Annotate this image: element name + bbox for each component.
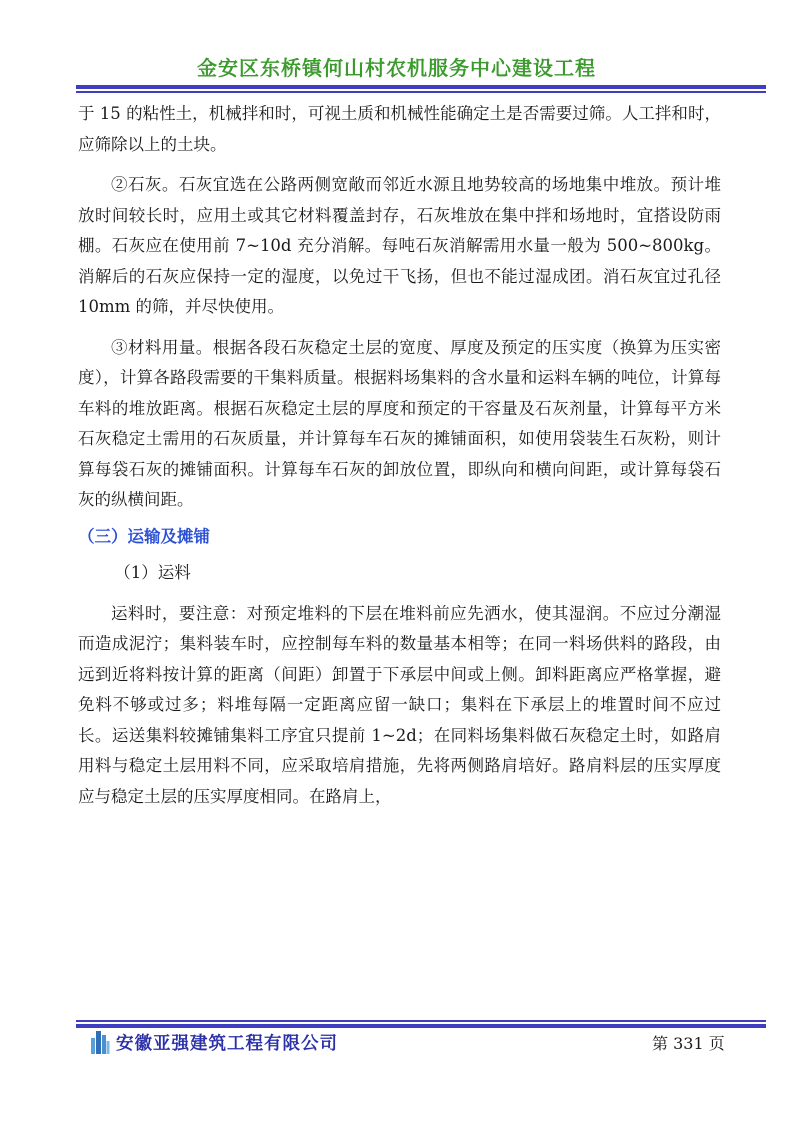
subsection-heading: （1）运料 (114, 563, 191, 582)
footer-company-name: 安徽亚强建筑工程有限公司 (116, 1034, 338, 1054)
footer-rule-thin (76, 1020, 766, 1022)
paragraph-transport: 运料时，要注意：对预定堆料的下层在堆料前应先洒水，使其湿润。不应过分潮湿而造成泥泞；集料装车时，应控制每车料的数量基本相等；在同一料场供料的路段，由远到近将料按计算的距离（间距）卸置于下承层中间或上侧。卸料距离应严格掌握，避免料不够或过多；料堆每隔一定距离应留一缺口；集料在下承层上的堆置时间不应过长。运送集料较摊铺集料工序宜只提前 1~2d；在同料场集料做石灰稳定土时，如路肩用料与稳定土层用料不同，应采取培肩措施，先将两侧路肩培好。路肩料层的压实厚度应与稳定土层的压实厚度相同。在路肩上， (78, 603, 721, 806)
footer-rule-thick (76, 1024, 766, 1028)
paragraph-lime: ②石灰。石灰宜选在公路两侧宽敞而邻近水源且地势较高的场地集中堆放。预计堆放时间较长时，应用土或其它材料覆盖封存，石灰堆放在集中拌和场地时，宜搭设防雨棚。石灰应在使用前 7~10d 充分消解。每吨石灰消解需用水量一般为 500~800kg。消解后的石灰应保持一定的湿度，以免过干飞扬，但也不能过湿成团。消石灰宜过孔径 10mm 的筛，并尽快使用。 (78, 175, 721, 316)
paragraph-continuation: 于 15 的粘性土，机械拌和时，可视土质和机械性能确定土是否需要过筛。人工拌和时，应筛除以上的土块。 (78, 104, 721, 154)
section-heading: （三）运输及摊铺 (78, 526, 210, 546)
page-header-title: 金安区东桥镇何山村农机服务中心建设工程 (197, 56, 596, 80)
header-rule-thick (76, 85, 766, 89)
header-rule-thin (76, 91, 766, 93)
paragraph-material-quantity: ③材料用量。根据各段石灰稳定土层的宽度、厚度及预定的压实度（换算为压实密度），计算各路段需要的干集料质量。根据料场集料的含水量和运料车辆的吨位，计算每车料的堆放距离。根据石灰稳定土层的厚度和预定的干容量及石灰剂量，计算每平方米石灰稳定土需用的石灰质量，并计算每车石灰的摊铺面积，如使用袋装生石灰粉，则计算每袋石灰的摊铺面积。计算每车石灰的卸放位置，即纵向和横向间距，或计算每袋石灰的纵横间距。 (78, 337, 721, 509)
company-logo-icon (90, 1028, 110, 1054)
document-body (78, 99, 721, 812)
page-number: 第 331 页 (652, 1034, 725, 1053)
